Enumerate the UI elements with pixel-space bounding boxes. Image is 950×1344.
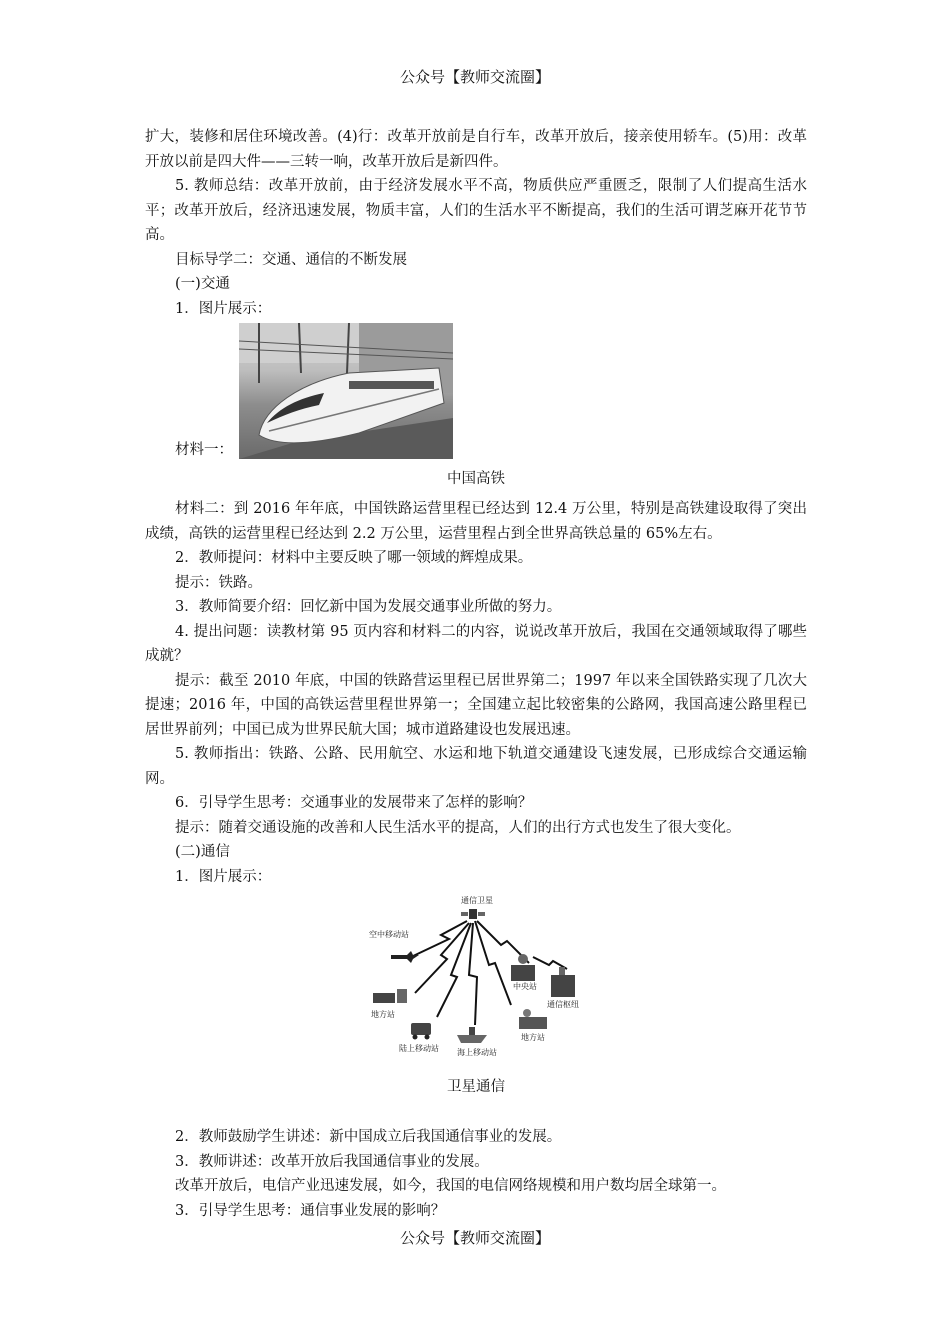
page-header: 公众号【教师交流圈】 (399, 68, 550, 86)
section-heading: 目标导学二：交通、通信的不断发展 (175, 251, 407, 268)
paragraph: 2．教师鼓励学生讲述：新中国成立后我国通信事业的发展。 (175, 1129, 562, 1145)
hub-building-icon (551, 967, 575, 997)
paragraph: 材料二：到 2016 年年底，中国铁路运营里程已经达到 12.4 万公里，特别是高铁建设取得了突出成绩，高铁的运营里程已经达到 2.2 万公里，运营里程占到全世界高铁总量的 65%左右。 (145, 501, 807, 542)
paragraph: 1．图片展示： (175, 300, 272, 317)
satellite-icon (461, 909, 485, 919)
material-one-label: 材料一： (175, 442, 233, 458)
satellite-diagram-wrap (145, 895, 807, 1065)
paragraph: 4. 提出问题：读教材第 95 页内容和材料二的内容，说说改革开放后，我国在交通领域取得了哪些成就？ (145, 623, 807, 664)
paragraph: 2．教师提问：材料中主要反映了哪一领域的辉煌成果。 (175, 550, 533, 566)
paragraph: 提示：随着交通设施的改善和人民生活水平的提高，人们的出行方式也发生了很大变化。 (175, 819, 741, 836)
label-sea-station: 海上移动站 (457, 1048, 497, 1057)
page-footer: 公众号【教师交流圈】 (399, 1229, 550, 1247)
paragraph: 6．引导学生思考：交通事业的发展带来了怎样的影响？ (175, 795, 533, 811)
document-body (145, 125, 807, 1223)
signal-zigzags (411, 921, 567, 1025)
paragraph: 1．图片展示： (175, 868, 272, 885)
paragraph: 5. 教师指出：铁路、公路、民用航空、水运和地下轨道交通建设飞速发展，已形成综合交通运输网。 (145, 746, 807, 787)
satellite-communication-diagram (361, 895, 591, 1065)
high-speed-train-photo (239, 323, 453, 459)
figure-caption: 中国高铁 (447, 471, 505, 487)
ship-icon (457, 1027, 487, 1043)
label-local-right: 地方站 (521, 1033, 545, 1042)
label-hub: 通信枢纽 (547, 1000, 579, 1009)
subsection-heading: (一)交通 (175, 276, 230, 292)
label-land-station: 陆上移动站 (399, 1044, 439, 1053)
subsection-heading: (二)通信 (175, 844, 230, 860)
paragraph: 提示：铁路。 (175, 574, 262, 591)
central-station-icon (511, 954, 535, 981)
label-central-station: 中央站 (513, 982, 537, 991)
label-satellite: 通信卫星 (461, 896, 493, 905)
label-local-left: 地方站 (371, 1010, 395, 1019)
figure-caption: 卫星通信 (447, 1079, 505, 1095)
train-illustration (239, 323, 453, 459)
paragraph: 改革开放后，电信产业迅速发展，如今，我国的电信网络规模和用户数均居全球第一。 (175, 1178, 726, 1194)
paragraph: 扩大，装修和居住环境改善。(4)行：改革开放前是自行车，改革开放后，接亲使用轿车。(5)用：改革开放以前是四大件——三转一响，改革开放后是新四件。 (145, 129, 807, 170)
paragraph: 提示：截至 2010 年底，中国的铁路营运里程已居世界第二；1997 年以来全国铁路实现了几次大提速；2016 年，中国的高铁运营里程世界第一；全国建立起比较密集的公路网，我国高速公路里程已居世界前列；中国已成为世界民航大国；城市道路建设也发展迅速。 (145, 672, 807, 738)
paragraph: 3．教师讲述：改革开放后我国通信事业的发展。 (175, 1153, 489, 1170)
paragraph: 3．教师简要介绍：回忆新中国为发展交通事业所做的努力。 (175, 599, 562, 615)
material-one-row (175, 323, 807, 459)
paragraph: 3．引导学生思考：通信事业发展的影响？ (175, 1202, 446, 1219)
local-station-right-icon (519, 1009, 547, 1029)
paragraph: 5. 教师总结：改革开放前，由于经济发展水平不高，物质供应严重匮乏，限制了人们提高生活水平；改革开放后，经济迅速发展，物质丰富，人们的生活水平不断提高，我们的生活可谓芝麻开花节节高。 (145, 178, 807, 243)
land-vehicle-icon (411, 1023, 431, 1040)
local-station-left-icon (373, 989, 407, 1003)
label-air-station: 空中移动站 (369, 930, 409, 939)
airplane-icon (391, 951, 419, 963)
